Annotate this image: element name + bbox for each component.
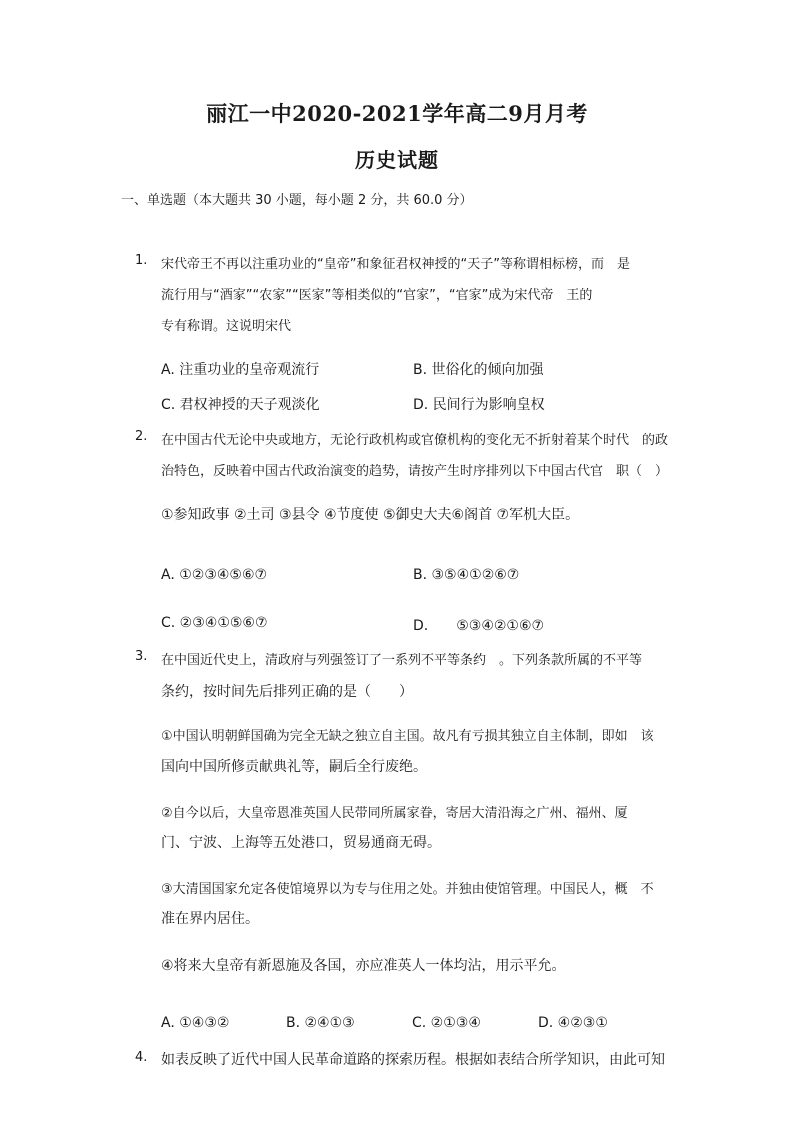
question-text-line: 在中国近代史上，清政府与列强签订了一系列不平等条约 。下列条款所属的不平等 (161, 653, 643, 668)
question-text-line: 条约，按时间先后排列正确的是（ ） (161, 684, 413, 700)
answer-option: B. ②④①③ (286, 1015, 355, 1031)
section-heading: 一、单选题（本大题共 30 小题，每小题 2 分，共 60.0 分） (121, 193, 473, 208)
answer-option: C. ②③④①⑤⑥⑦ (161, 615, 268, 631)
answer-option: A. ①④③② (161, 1015, 230, 1031)
question-text-line: 如表反映了近代中国人民革命道路的探索历程。根据如表结合所学知识，由此可知 (161, 1052, 665, 1068)
question-number: 1. (135, 253, 148, 268)
question-number: 4. (135, 1050, 148, 1065)
answer-option: D. ⑤③④②①⑥⑦ (413, 618, 545, 634)
answer-option: D. 民间行为影响皇权 (413, 397, 545, 413)
question-text-line: 门、宁波、上海等五处港口，贸易通商无碍。 (161, 835, 441, 851)
question-text-line: 准在界内居住。 (161, 911, 259, 927)
question-text-line: 宋代帝王不再以注重功业的“皇帝”和象征君权神授的“天子”等称谓相标榜，而 是 (161, 257, 630, 272)
exam-subtitle: 历史试题 (355, 148, 439, 172)
answer-option: B. ③⑤④①②⑥⑦ (413, 567, 520, 583)
answer-option: C. 君权神授的天子观淡化 (161, 397, 320, 413)
question-text-line: 国向中国所修贡献典礼等，嗣后全行废绝。 (161, 759, 427, 775)
exam-title: 丽江一中2020-2021学年高二9月月考 (206, 101, 588, 126)
answer-option: A. 注重功业的皇帝观流行 (161, 362, 320, 378)
question-number: 3. (135, 649, 148, 664)
question-text-line: ②自今以后，大皇帝恩准英国人民带同所属家眷，寄居大清沿海之广州、福州、厦 (161, 806, 628, 821)
question-text-line: ③大清国国家允定各使馆境界以为专与住用之处。并独由使馆管理。中国民人，概 不 (161, 882, 654, 897)
answer-option: D. ④②③① (538, 1015, 608, 1031)
question-text-line: ①中国认明朝鲜国确为完全无缺之独立自主国。故凡有亏损其独立自主体制，即如 该 (161, 729, 654, 744)
answer-option: C. ②①③④ (412, 1015, 481, 1031)
answer-option: B. 世俗化的倾向加强 (413, 362, 544, 378)
question-text-line: 流行用与“酒家”“农家”“医家”等相类似的“官家”，“官家”成为宋代帝 王的 (161, 288, 593, 303)
question-text-line: ①参知政事 ②土司 ③县令 ④节度使 ⑤御史大夫⑥阁首 ⑦军机大臣。 (161, 507, 580, 523)
question-text-line: ④将来大皇帝有新恩施及各国，亦应准英人一体均沾，用示平允。 (161, 958, 566, 974)
question-number: 2. (135, 429, 148, 444)
question-text-line: 专有称谓。这说明宋代 (161, 319, 292, 334)
question-text-line: 治特色，反映着中国古代政治演变的趋势，请按产生时序排列以下中国古代官 职（ ） (161, 464, 669, 479)
answer-option: A. ①②③④⑤⑥⑦ (161, 567, 268, 583)
question-text-line: 在中国古代无论中央或地方，无论行政机构或官僚机构的变化无不折射着某个时代 的政 (161, 433, 669, 448)
